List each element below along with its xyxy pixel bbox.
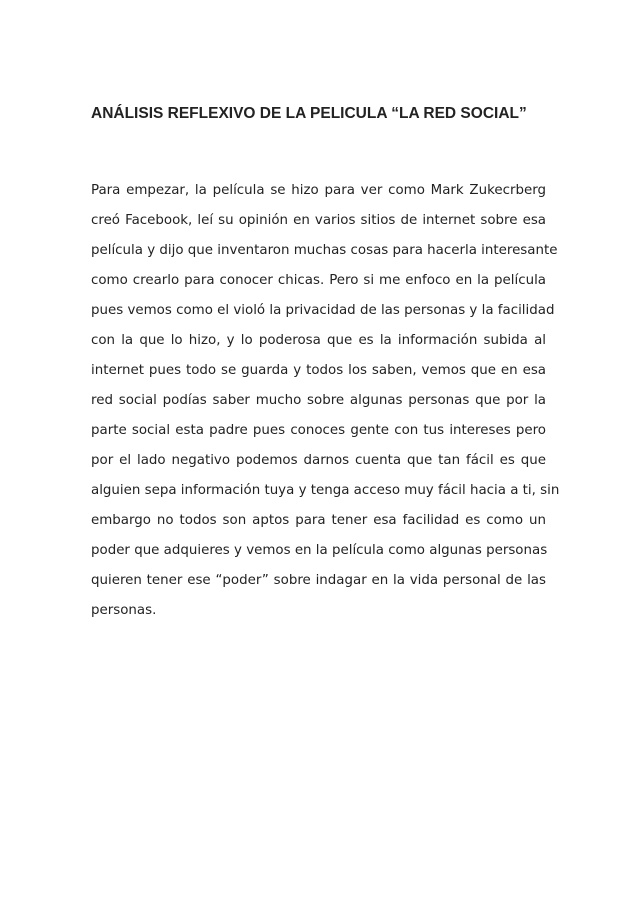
paragraph-line: embargo no todos son aptos para tener esa facilidad es como un xyxy=(91,513,546,528)
paragraph-line: con la que lo hizo, y lo poderosa que es la información subida al xyxy=(91,333,546,348)
paragraph-line: como crearlo para conocer chicas. Pero si me enfoco en la película xyxy=(91,273,546,288)
paragraph-line: parte social esta padre pues conoces gente con tus intereses pero xyxy=(91,423,546,438)
paragraph-line: alguien sepa información tuya y tenga acceso muy fácil hacia a ti, sin xyxy=(91,483,560,498)
paragraph-line: creó Facebook, leí su opinión en varios sitios de internet sobre esa xyxy=(91,213,546,228)
paragraph-line: internet pues todo se guarda y todos los saben, vemos que en esa xyxy=(91,363,546,378)
paragraph-line: Para empezar, la película se hizo para ver como Mark Zukecrberg xyxy=(91,183,546,198)
document-paragraph xyxy=(91,176,560,626)
paragraph-line: pues vemos como el violó la privacidad de las personas y la facilidad xyxy=(91,303,555,318)
paragraph-line: por el lado negativo podemos darnos cuenta que tan fácil es que xyxy=(91,453,546,468)
paragraph-line: película y dijo que inventaron muchas cosas para hacerla interesante xyxy=(91,243,558,258)
paragraph-line: red social podías saber mucho sobre algunas personas que por la xyxy=(91,393,546,408)
document-title: ANÁLISIS REFLEXIVO DE LA PELICULA “LA RED SOCIAL” xyxy=(91,105,527,122)
paragraph-line: poder que adquieres y vemos en la película como algunas personas xyxy=(91,543,548,558)
paragraph-line: personas. xyxy=(91,603,157,618)
paragraph-line: quieren tener ese “poder” sobre indagar en la vida personal de las xyxy=(91,573,546,588)
